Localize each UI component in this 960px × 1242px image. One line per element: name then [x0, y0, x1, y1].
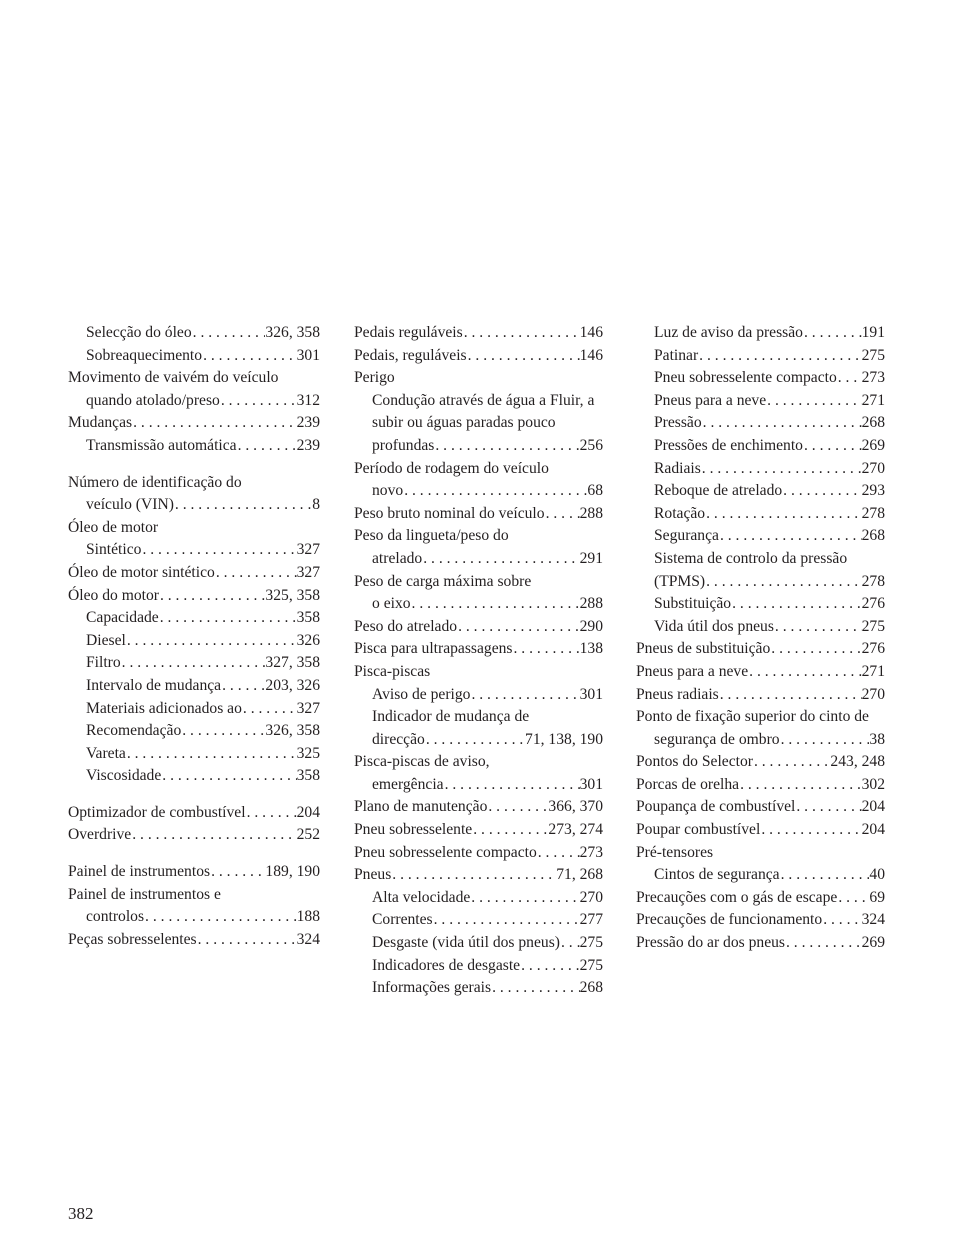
index-subentry: [354, 887, 603, 910]
index-term: Segurança: [654, 527, 719, 545]
page-reference: 290: [579, 617, 603, 635]
page-reference: 275: [579, 956, 603, 974]
dot-leader: [470, 887, 579, 910]
dot-leader: [126, 630, 297, 653]
dot-leader: [391, 864, 556, 887]
page-reference: 256: [579, 436, 603, 454]
index-entry: [354, 661, 603, 684]
index-term: Painel de instrumentos e: [68, 885, 221, 903]
index-term: Rotação: [654, 504, 706, 522]
index-term: Pisca-piscas de aviso,: [354, 753, 490, 771]
index-subentry: [636, 390, 885, 413]
index-term: Precauções de funcionamento: [636, 911, 823, 929]
index-term: Intervalo de mudança: [86, 676, 222, 694]
index-section-gap: [68, 847, 320, 861]
page-reference: 327, 358: [265, 654, 320, 672]
index-term: Período de rodagem do veículo: [354, 459, 549, 477]
page-reference: 203, 326: [265, 676, 320, 694]
page-reference: 191: [861, 324, 885, 341]
dot-leader: [242, 698, 297, 721]
dot-leader: [512, 638, 579, 661]
index-entry: [68, 802, 320, 825]
index-term: o eixo: [372, 595, 411, 613]
index-term: Número de identificação do: [68, 473, 242, 491]
page-reference: 269: [861, 436, 885, 454]
index-entry: [68, 884, 320, 929]
page-reference: 268: [861, 414, 885, 432]
index-term: Sintético: [86, 541, 142, 559]
index-entry: [636, 706, 885, 751]
page-reference: 8: [312, 496, 320, 514]
index-term: Overdrive: [68, 826, 132, 844]
page-reference: 288: [579, 504, 603, 522]
page-reference: 326, 358: [265, 324, 320, 341]
dot-leader: [220, 390, 297, 413]
index-term: Pressões de enchimento: [654, 436, 803, 454]
dot-leader: [467, 345, 580, 368]
page-reference: 277: [579, 911, 603, 929]
index-entry: [354, 751, 603, 796]
index-term: Óleo de motor: [68, 518, 159, 536]
index-term: Painel de instrumentos: [68, 863, 211, 881]
page-reference: 204: [861, 821, 885, 839]
index-subentry: [354, 684, 603, 707]
page-reference: 239: [296, 414, 320, 432]
index-term: Poupar combustível: [636, 821, 761, 839]
dot-leader: [785, 932, 862, 955]
index-subentry: [354, 390, 603, 458]
dot-leader: [760, 819, 861, 842]
index-subentry: [68, 765, 320, 788]
page-reference: 291: [579, 549, 603, 567]
index-entry: [636, 774, 885, 797]
dot-leader: [837, 887, 869, 910]
page-reference: 68: [587, 482, 603, 500]
index-term: Filtro: [86, 654, 121, 672]
dot-leader: [560, 932, 580, 955]
index-term: Pneus para a neve: [636, 662, 749, 680]
index-term: Sistema de controlo da pressão: [654, 549, 848, 567]
page-reference: 358: [296, 767, 320, 785]
index-entry: [354, 571, 603, 616]
page-reference: 302: [861, 775, 885, 793]
page-reference: 270: [579, 888, 603, 906]
dot-leader: [766, 390, 861, 413]
index-term: emergência: [372, 775, 444, 793]
page-reference: 293: [861, 482, 885, 500]
page-reference: 270: [861, 685, 885, 703]
dot-leader: [739, 774, 862, 797]
index-term: Pneus para a neve: [654, 391, 767, 409]
index-term: subir ou águas paradas pouco: [372, 414, 556, 432]
index-entry: [354, 367, 603, 390]
index-term: Peso do atrelado: [354, 617, 458, 635]
index-subentry: [68, 698, 320, 721]
index-term: veículo (VIN): [86, 496, 174, 514]
index-term: Pneus: [354, 866, 392, 884]
index-subentry: [68, 607, 320, 630]
index-subentry: [636, 412, 885, 435]
page-reference: 71, 138, 190: [525, 730, 603, 748]
page-reference: 301: [579, 775, 603, 793]
dot-leader: [705, 571, 861, 594]
index-subentry: [354, 977, 603, 1000]
dot-leader: [457, 616, 580, 639]
index-term: Peso da lingueta/peso do: [354, 527, 509, 545]
index-term: Informações gerais: [372, 979, 492, 997]
dot-leader: [422, 548, 579, 571]
page-reference: 146: [579, 346, 603, 364]
page-reference: 204: [861, 798, 885, 816]
index-term: Pressão: [654, 414, 702, 432]
index-term: Viscosidade: [86, 767, 162, 785]
index-section-gap: [68, 788, 320, 802]
index-term: Pontos do Selector: [636, 753, 753, 771]
index-term: Recomendação: [86, 722, 182, 740]
index-term: Patinar: [654, 346, 699, 364]
dot-leader: [770, 638, 861, 661]
index-subentry: [636, 616, 885, 639]
index-entry: [68, 412, 320, 435]
dot-leader: [202, 345, 297, 368]
index-column-3: [636, 322, 885, 955]
index-entry: [636, 887, 885, 910]
index-term: Indicador de mudança de: [372, 708, 530, 726]
dot-leader: [537, 842, 580, 865]
index-term: Pedais, reguláveis: [354, 346, 467, 364]
index-term: Pisca para ultrapassagens: [354, 640, 513, 658]
index-subentry: [68, 630, 320, 653]
index-subentry: [636, 525, 885, 548]
page-reference: 271: [861, 391, 885, 409]
page-reference: 268: [579, 979, 603, 997]
index-subentry: [354, 909, 603, 932]
dot-leader: [131, 824, 296, 847]
page-reference: 327: [296, 699, 320, 717]
index-term: Peso de carga máxima sobre: [354, 572, 532, 590]
index-subentry: [68, 675, 320, 698]
page-reference: 138: [579, 640, 603, 658]
index-entry: [354, 525, 603, 570]
index-entry: [68, 367, 320, 412]
index-subentry: [68, 743, 320, 766]
page-reference: 273, 274: [548, 821, 603, 839]
index-term: Pressão do ar dos pneus: [636, 934, 785, 952]
dot-leader: [246, 802, 297, 825]
dot-leader: [144, 906, 297, 929]
page-reference: 38: [869, 730, 885, 748]
index-term: Radiais: [654, 459, 701, 477]
index-term: Optimizador de combustível: [68, 803, 246, 821]
page-reference: 204: [296, 803, 320, 821]
index-entry: [636, 796, 885, 819]
dot-leader: [159, 607, 297, 630]
index-subentry: [354, 932, 603, 955]
dot-leader: [197, 929, 297, 952]
dot-leader: [748, 661, 861, 684]
index-term: Peças sobresselentes: [68, 930, 197, 948]
page-reference: 276: [861, 595, 885, 613]
page-reference: 278: [861, 504, 885, 522]
page-reference: 288: [579, 595, 603, 613]
dot-leader: [472, 819, 548, 842]
dot-leader: [174, 494, 312, 517]
dot-leader: [837, 367, 862, 390]
dot-leader: [121, 652, 266, 675]
index-entry: [636, 909, 885, 932]
index-term: Peso bruto nominal do veículo: [354, 504, 545, 522]
dot-leader: [433, 909, 580, 932]
dot-leader: [780, 729, 870, 752]
index-entry: [354, 864, 603, 887]
page-reference: 271: [861, 662, 885, 680]
page-reference: 325, 358: [265, 586, 320, 604]
page-reference: 189, 190: [265, 863, 320, 881]
index-entry: [354, 796, 603, 819]
index-subentry: [636, 458, 885, 481]
page-reference: 275: [861, 346, 885, 364]
index-entry: [354, 345, 603, 368]
index-entry: [68, 585, 320, 608]
dot-leader: [444, 774, 580, 797]
index-term: Ponto de fixação superior do cinto de: [636, 708, 869, 726]
index-term: Plano de manutenção: [354, 798, 488, 816]
dot-leader: [192, 322, 266, 345]
index-term: Indicadores de desgaste: [372, 956, 521, 974]
index-subentry: [68, 652, 320, 675]
index-term: Diesel: [86, 631, 126, 649]
dot-leader: [411, 593, 580, 616]
index-subentry: [636, 864, 885, 887]
page-reference: 275: [579, 934, 603, 952]
index-subentry: [636, 345, 885, 368]
index-term: Perigo: [354, 369, 395, 387]
dot-leader: [701, 458, 862, 481]
index-subentry: [354, 706, 603, 751]
index-entry: [354, 616, 603, 639]
page-reference: 327: [296, 563, 320, 581]
dot-leader: [719, 684, 862, 707]
index-entry: [68, 861, 320, 884]
dot-leader: [491, 977, 580, 1000]
index-term: Precauções com o gás de escape: [636, 888, 838, 906]
page-number: 382: [68, 1204, 94, 1223]
dot-leader: [719, 525, 862, 548]
index-subentry: [636, 435, 885, 458]
dot-leader: [126, 743, 297, 766]
index-subentry: [68, 720, 320, 743]
index-entry: [636, 661, 885, 684]
dot-leader: [403, 480, 587, 503]
index-entry: [68, 824, 320, 847]
index-term: Mudanças: [68, 414, 133, 432]
index-subentry: [636, 367, 885, 390]
index-term: Movimento de vaivém do veículo: [68, 369, 279, 387]
page-reference: 273: [579, 843, 603, 861]
page-reference: 301: [296, 346, 320, 364]
index-subentry: [354, 955, 603, 978]
index-term: (TPMS): [654, 572, 706, 590]
index-subentry: [636, 548, 885, 593]
page-reference: 268: [861, 527, 885, 545]
index-term: Poupança de combustível: [636, 798, 796, 816]
index-subentry: [68, 435, 320, 458]
index-term: Óleo do motor: [68, 586, 159, 604]
dot-leader: [803, 435, 862, 458]
index-entry: [636, 842, 885, 865]
page-reference: 243, 248: [830, 753, 885, 771]
page-reference: 276: [861, 640, 885, 658]
index-entry: [636, 819, 885, 842]
index-term: atrelado: [372, 549, 423, 567]
index-term: Óleo de motor sintético: [68, 563, 215, 581]
index-term: Pneu sobresselente compacto: [354, 843, 537, 861]
index-term: Pneu sobresselente: [354, 821, 473, 839]
page-reference: 269: [861, 934, 885, 952]
index-entry: [68, 562, 320, 585]
index-subentry: [636, 480, 885, 503]
page-reference: 327: [296, 541, 320, 559]
page-reference: 278: [861, 572, 885, 590]
dot-leader: [780, 864, 870, 887]
index-term: Condução através de água a Fluir, a: [372, 391, 595, 409]
page-reference: 326, 358: [265, 722, 320, 740]
index-subentry: [68, 322, 320, 345]
index-entry: [354, 842, 603, 865]
index-term: Reboque de atrelado: [654, 482, 783, 500]
dot-leader: [774, 616, 862, 639]
index-term: Capacidade: [86, 609, 159, 627]
index-entry: [636, 751, 885, 774]
index-entry: [68, 929, 320, 952]
index-term: Materiais adicionados ao: [86, 699, 242, 717]
dot-leader: [221, 675, 265, 698]
dot-leader: [822, 909, 861, 932]
dot-leader: [731, 593, 862, 616]
dot-leader: [161, 765, 296, 788]
dot-leader: [141, 539, 296, 562]
index-subentry: [636, 593, 885, 616]
index-entry: [636, 638, 885, 661]
page-reference: 239: [296, 436, 320, 454]
index-term: Pneus radiais: [636, 685, 719, 703]
page-reference: 71, 268: [556, 866, 603, 884]
page-reference: 312: [296, 391, 320, 409]
index-entry: [68, 517, 320, 540]
index-term: Porcas de orelha: [636, 775, 740, 793]
dot-leader: [181, 720, 265, 743]
index-term: Vareta: [86, 744, 126, 762]
index-term: Pedais reguláveis: [354, 324, 463, 341]
dot-leader: [705, 503, 862, 526]
page-reference: 325: [296, 744, 320, 762]
index-term: Pneu sobresselente compacto: [654, 369, 837, 387]
dot-leader: [698, 345, 861, 368]
dot-leader: [487, 796, 548, 819]
index-entry: [354, 638, 603, 661]
page-reference: 146: [579, 324, 603, 341]
index-term: profundas: [372, 436, 435, 454]
dot-leader: [132, 412, 297, 435]
index-entry: [636, 932, 885, 955]
page-reference: 326: [296, 631, 320, 649]
dot-leader: [215, 562, 297, 585]
index-term: controlos: [86, 908, 145, 926]
index-term: Alta velocidade: [372, 888, 471, 906]
index-section-gap: [68, 458, 320, 472]
index-term: Cintos de segurança: [654, 866, 780, 884]
dot-leader: [545, 503, 580, 526]
dot-leader: [425, 729, 525, 752]
dot-leader: [795, 796, 861, 819]
dot-leader: [463, 322, 580, 345]
index-subentry: [636, 503, 885, 526]
page-reference: 273: [861, 369, 885, 387]
dot-leader: [520, 955, 580, 978]
index-entry: [354, 503, 603, 526]
index-entry: [354, 458, 603, 503]
index-subentry: [636, 322, 885, 345]
index-term: Aviso de perigo: [372, 685, 471, 703]
index-subentry: [68, 345, 320, 368]
page-reference: 324: [296, 930, 320, 948]
index-term: Selecção do óleo: [86, 324, 192, 341]
dot-leader: [782, 480, 861, 503]
index-term: Vida útil dos pneus: [654, 617, 774, 635]
index-column-1: [68, 322, 320, 951]
dot-leader: [434, 435, 579, 458]
dot-leader: [803, 322, 862, 345]
page-reference: 270: [861, 459, 885, 477]
page-reference: 301: [579, 685, 603, 703]
page-reference: 252: [296, 826, 320, 844]
index-term: Correntes: [372, 911, 433, 929]
page-reference: 188: [296, 908, 320, 926]
dot-leader: [702, 412, 862, 435]
page-reference: 40: [869, 866, 885, 884]
index-term: segurança de ombro: [654, 730, 780, 748]
index-entry: [354, 322, 603, 345]
index-term: quando atolado/preso: [86, 391, 220, 409]
page-reference: 358: [296, 609, 320, 627]
index-term: Transmissão automática: [86, 436, 237, 454]
index-term: direcção: [372, 730, 425, 748]
dot-leader: [159, 585, 265, 608]
index-term: Substituição: [654, 595, 732, 613]
page-reference: 275: [861, 617, 885, 635]
index-term: Sobreaquecimento: [86, 346, 203, 364]
dot-leader: [237, 435, 297, 458]
dot-leader: [753, 751, 830, 774]
index-entry: [68, 472, 320, 517]
index-term: Pneus de substituição: [636, 640, 771, 658]
index-term: Pisca-piscas: [354, 662, 431, 680]
index-entry: [354, 819, 603, 842]
index-column-2: [354, 322, 603, 1000]
dot-leader: [210, 861, 265, 884]
index-term: Pré-tensores: [636, 843, 714, 861]
index-term: novo: [372, 482, 404, 500]
index-subentry: [68, 539, 320, 562]
page-reference: 69: [869, 888, 885, 906]
index-entry: [636, 684, 885, 707]
page-reference: 366, 370: [548, 798, 603, 816]
index-term: Desgaste (vida útil dos pneus): [372, 934, 560, 952]
page-reference: 324: [861, 911, 885, 929]
index-term: Luz de aviso da pressão: [654, 324, 803, 341]
dot-leader: [470, 684, 579, 707]
